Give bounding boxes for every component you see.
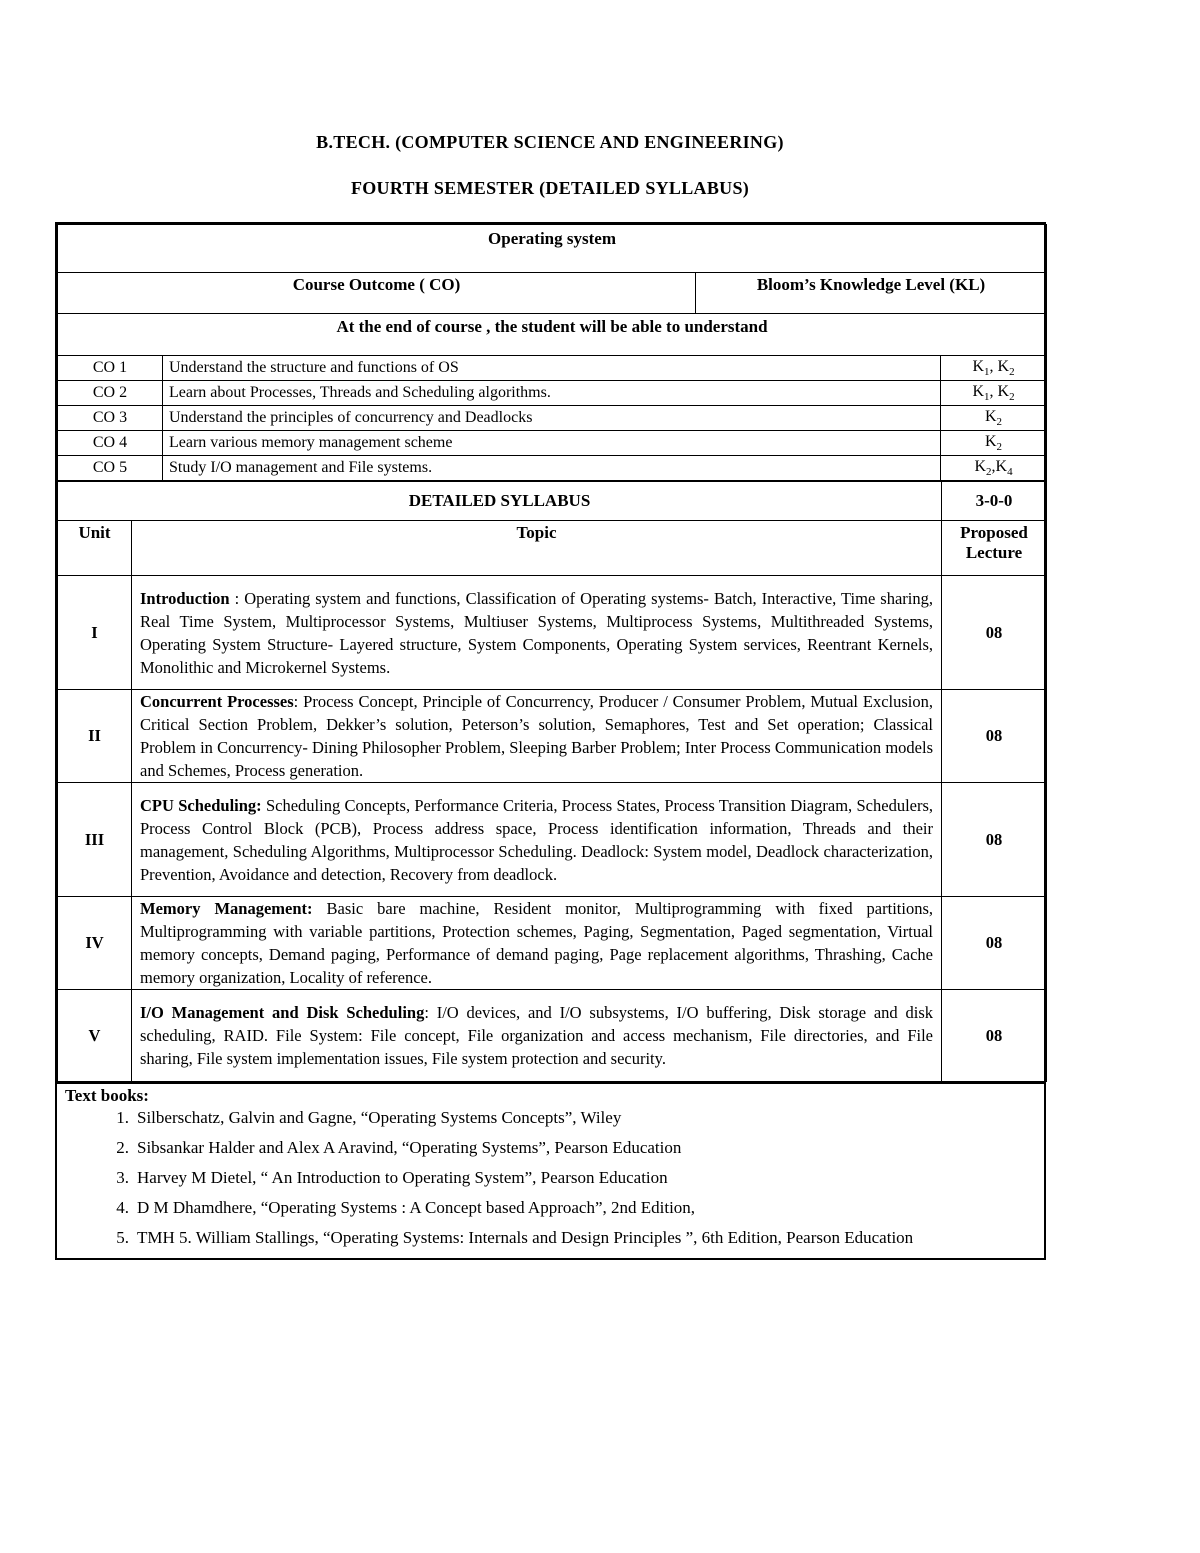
unit-heading: I/O Management and Disk Scheduling: [140, 1003, 425, 1022]
textbook-text: Silberschatz, Galvin and Gagne, “Operating Systems Concepts”, Wiley: [137, 1108, 622, 1127]
co-text: Study I/O management and File systems.: [163, 456, 941, 481]
unit-number: IV: [58, 897, 132, 990]
co-code: CO 2: [58, 381, 163, 406]
unit-topic: [132, 690, 942, 783]
co-kl: $K_2,K_4$: [941, 456, 1047, 481]
co-kl: $K_1$, $K_2$: [941, 381, 1047, 406]
unit-row: [58, 783, 1047, 897]
unit-lectures: 08: [942, 690, 1047, 783]
unit-heading: CPU Scheduling:: [140, 795, 262, 815]
syllabus-frame: [55, 222, 1046, 1260]
textbook-number: 1.: [116, 1108, 129, 1127]
unit-row: [58, 897, 1047, 990]
unit-number: III: [58, 783, 132, 897]
co-kl: $K_2$: [941, 406, 1047, 431]
co-row: [58, 381, 1047, 406]
unit-topic: [132, 990, 942, 1082]
textbooks-title: Text books:: [65, 1086, 149, 1105]
unit-number: II: [58, 690, 132, 783]
course-intro: At the end of course , the student will be able to understand: [58, 314, 1047, 356]
course-outcome-table: [57, 224, 1047, 481]
textbook-item: [65, 1168, 1036, 1188]
textbooks-section: [57, 1082, 1044, 1258]
course-name: Operating system: [58, 225, 1047, 273]
co-code: CO 5: [58, 456, 163, 481]
unit-topic: [132, 576, 942, 690]
kl-column-header: Bloom’s Knowledge Level (KL): [696, 273, 1047, 314]
textbook-number: 3.: [116, 1168, 129, 1187]
textbook-number: 4.: [116, 1198, 129, 1217]
unit-number: V: [58, 990, 132, 1082]
co-row: [58, 356, 1047, 381]
detailed-syllabus-title: DETAILED SYLLABUS: [58, 482, 942, 521]
textbook-text: D M Dhamdhere, “Operating Systems : A Concept based Approach”, 2nd Edition,: [137, 1198, 696, 1217]
co-text: Learn various memory management scheme: [163, 431, 941, 456]
unit-row: [58, 690, 1047, 783]
co-text: Learn about Processes, Threads and Scheduling algorithms.: [163, 381, 941, 406]
textbook-item: [65, 1198, 1036, 1218]
co-row: [58, 456, 1047, 481]
lecture-column-header: Proposed Lecture: [942, 521, 1047, 576]
textbook-item: [65, 1108, 1036, 1128]
unit-row: [58, 576, 1047, 690]
co-text: Understand the structure and functions of OS: [163, 356, 941, 381]
textbook-item: [65, 1228, 1036, 1248]
co-text: Understand the principles of concurrency and Deadlocks: [163, 406, 941, 431]
ltp-value: 3-0-0: [942, 482, 1047, 521]
co-code: CO 4: [58, 431, 163, 456]
unit-column-header: Unit: [58, 521, 132, 576]
textbook-text: Sibsankar Halder and Alex A Aravind, “Operating Systems”, Pearson Education: [137, 1138, 682, 1157]
co-row: [58, 431, 1047, 456]
co-row: [58, 406, 1047, 431]
unit-lectures: 08: [942, 783, 1047, 897]
co-code: CO 1: [58, 356, 163, 381]
textbook-number: 5.: [116, 1228, 129, 1247]
textbook-number: 2.: [116, 1138, 129, 1157]
unit-heading: Memory Management:: [140, 899, 313, 918]
document-subtitle: FOURTH SEMESTER (DETAILED SYLLABUS): [350, 178, 750, 198]
textbook-text: TMH 5. William Stallings, “Operating Systems: Internals and Design Principles ”, 6th Edition, Pearson Education: [137, 1228, 914, 1247]
topic-column-header: Topic: [132, 521, 942, 576]
co-kl: $K_2$: [941, 431, 1047, 456]
unit-body: : Process Concept, Principle of Concurrency, Producer / Consumer Problem, Mutual Exclusion, Critical Section Problem, Dekker’s solution, Peterson’s solution, Semaphores, Test and Set operation; Classical Problem in Concurrency- Dining Philosopher Problem, Sleeping Barber Problem; Inter Process Communication models and Schemes, Process generation.: [140, 692, 934, 780]
document-title: B.TECH. (COMPUTER SCIENCE AND ENGINEERING): [316, 132, 784, 152]
unit-topic: [132, 783, 942, 897]
co-code: CO 3: [58, 406, 163, 431]
unit-topic: [132, 897, 942, 990]
unit-body: : Operating system and functions, Classification of Operating systems- Batch, Interactive, Time sharing, Real Time System, Multiprocessor Systems, Multiuser Systems, Multiprocess Systems, Multithreaded Systems, Operating System Structure- Layered structure, System Components, Operating System services, Reentrant Kernels, Monolithic and Microkernel Systems.: [140, 588, 934, 677]
unit-lectures: 08: [942, 990, 1047, 1082]
textbook-text: Harvey M Dietel, “ An Introduction to Operating System”, Pearson Education: [137, 1168, 668, 1187]
unit-row: [58, 990, 1047, 1082]
unit-lectures: 08: [942, 576, 1047, 690]
unit-heading: Introduction: [140, 588, 230, 608]
co-kl: $K_1$, $K_2$: [941, 356, 1047, 381]
textbook-item: [65, 1138, 1036, 1158]
detailed-syllabus-table: [57, 481, 1047, 1082]
co-column-header: Course Outcome ( CO): [58, 273, 696, 314]
unit-heading: Concurrent Processes: [140, 692, 294, 711]
unit-body: Scheduling Concepts, Performance Criteria, Process States, Process Transition Diagram, Schedulers, Process Control Block (PCB), Process address space, Process identification information, Threads and their management, Scheduling Algorithms, Multiprocessor Scheduling. Deadlock: System model, Deadlock characterization, Prevention, Avoidance and detection, Recovery from deadlock.: [140, 795, 934, 884]
unit-body: : I/O devices, and I/O subsystems, I/O buffering, Disk storage and disk scheduling, RAID. File System: File concept, File organization and access mechanism, File directories, and File sharing, File system implementation issues, File system protection and security.: [140, 1003, 934, 1068]
unit-body: Basic bare machine, Resident monitor, Multiprogramming with fixed partitions, Multiprogramming with variable partitions, Protection schemes, Paging, Segmentation, Paged segmentation, Virtual memory concepts, Demand paging, Performance of demand paging, Page replacement algorithms, Thrashing, Cache memory organization, Locality of reference.: [140, 899, 934, 987]
unit-number: I: [58, 576, 132, 690]
unit-lectures: 08: [942, 897, 1047, 990]
